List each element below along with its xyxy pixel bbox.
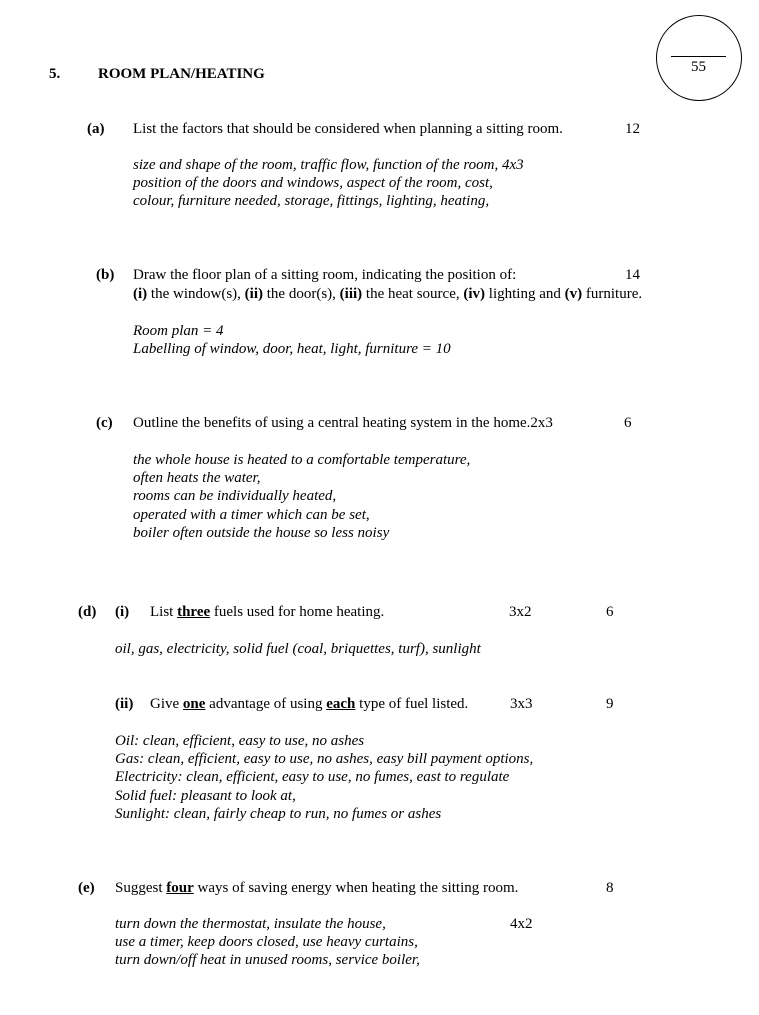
part-d-i-prompt [150, 603, 384, 621]
part-b-prompt-items [133, 285, 642, 303]
part-d-ii-scheme: 3x3 [510, 696, 533, 712]
answer-line: rooms can be individually heated, [133, 488, 337, 505]
question-title: ROOM PLAN/HEATING [98, 66, 265, 82]
item-text: lighting and [485, 286, 565, 302]
part-e-marks: 8 [606, 880, 614, 896]
part-a-label: (a) [87, 121, 105, 137]
question-number: 5. [49, 66, 61, 82]
marks-circle-divider [671, 56, 726, 57]
part-b-marks: 14 [625, 267, 640, 283]
part-c-marks: 6 [624, 415, 632, 431]
prompt-emphasis: three [177, 604, 211, 620]
item-text: the door(s), [263, 286, 340, 302]
prompt-text: ways of saving energy when heating the sitting room. [193, 880, 519, 896]
answer-line: Solid fuel: pleasant to look at, [115, 787, 296, 804]
answer-line: Room plan = 4 [133, 323, 224, 339]
item-text: furniture. [582, 286, 643, 302]
part-d-label: (d) [78, 604, 97, 620]
item-number: (iii) [339, 286, 363, 302]
answer-line: the whole house is heated to a comfortable temperature, [133, 452, 471, 468]
answer-line: turn down/off heat in unused rooms, service boiler, [115, 952, 420, 969]
prompt-text: type of fuel listed. [355, 696, 469, 712]
part-d-ii-label: (ii) [115, 696, 134, 712]
part-d-i-scheme: 3x2 [509, 604, 532, 620]
part-e-answer [115, 915, 420, 970]
answer-line: position of the doors and windows, aspect of the room, cost, [133, 175, 493, 192]
part-e-scheme: 4x2 [510, 916, 533, 932]
part-c-prompt: Outline the benefits of using a central heating system in the home.2x3 [133, 415, 553, 431]
answer-line: size and shape of the room, traffic flow, function of the room, 4x3 [133, 157, 524, 173]
answer-line: operated with a timer which can be set, [133, 506, 370, 523]
prompt-emphasis: one [182, 696, 206, 712]
part-c-label: (c) [96, 415, 113, 431]
prompt-text: Give [150, 696, 183, 712]
part-c-answer [133, 451, 470, 542]
part-a-prompt: List the factors that should be considered when planning a sitting room. [133, 121, 563, 137]
prompt-text: Suggest [115, 880, 167, 896]
part-d-ii-prompt [150, 695, 468, 713]
prompt-text: List [150, 604, 178, 620]
part-a-marks: 12 [625, 121, 640, 137]
item-number: (iv) [463, 286, 486, 302]
answer-line: Sunlight: clean, fairly cheap to run, no fumes or ashes [115, 805, 442, 822]
answer-line: turn down the thermostat, insulate the house, [115, 916, 386, 932]
answer-line: Oil: clean, efficient, easy to use, no ashes [115, 733, 365, 749]
total-marks: 55 [691, 59, 706, 75]
prompt-text: advantage of using [205, 696, 327, 712]
answer-line: Gas: clean, efficient, easy to use, no ashes, easy bill payment options, [115, 751, 534, 768]
prompt-emphasis: four [166, 880, 194, 896]
answer-line: colour, furniture needed, storage, fittings, lighting, heating, [133, 193, 490, 210]
part-a-answer [133, 156, 524, 211]
item-text: the window(s), [147, 286, 245, 302]
answer-line: often heats the water, [133, 470, 261, 487]
item-number: (i) [133, 286, 148, 302]
item-number: (v) [564, 286, 583, 302]
part-e-label: (e) [78, 880, 95, 896]
answer-line: use a timer, keep doors closed, use heavy curtains, [115, 934, 418, 951]
part-b-label: (b) [96, 267, 115, 283]
part-d-i-label: (i) [115, 604, 130, 620]
answer-line: Electricity: clean, efficient, easy to use, no fumes, east to regulate [115, 769, 510, 786]
part-d-ii-marks: 9 [606, 696, 614, 712]
answer-line: Labelling of window, door, heat, light, furniture = 10 [133, 341, 451, 358]
prompt-text: fuels used for home heating. [210, 604, 385, 620]
item-number: (ii) [244, 286, 263, 302]
part-b-prompt: Draw the floor plan of a sitting room, indicating the position of: [133, 267, 517, 283]
answer-line: boiler often outside the house so less noisy [133, 524, 390, 541]
prompt-emphasis: each [326, 696, 356, 712]
part-d-i-answer: oil, gas, electricity, solid fuel (coal, briquettes, turf), sunlight [115, 641, 481, 657]
part-e-prompt [115, 879, 518, 897]
item-text: the heat source, [362, 286, 464, 302]
part-b-answer [133, 322, 451, 358]
part-d-i-marks: 6 [606, 604, 614, 620]
part-d-ii-answer [115, 732, 533, 823]
